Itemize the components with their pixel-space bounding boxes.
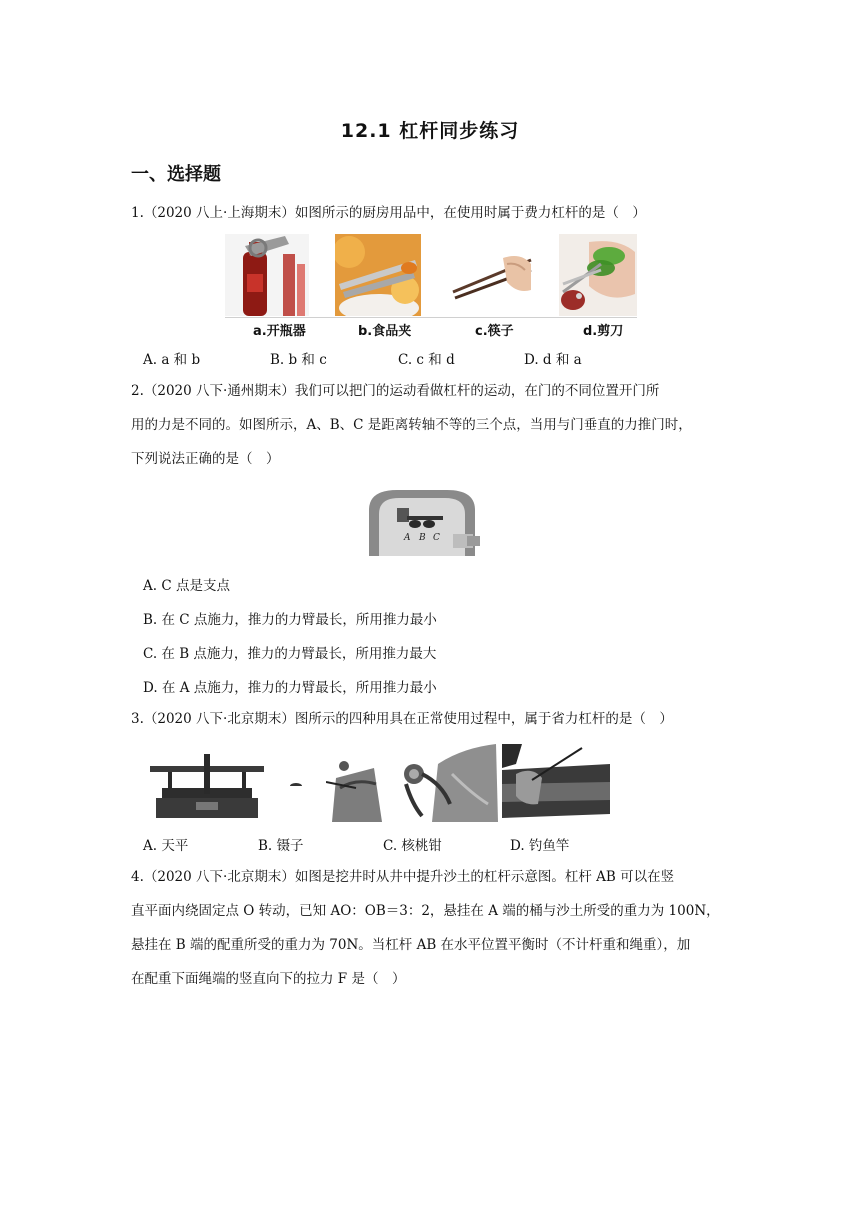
q2-option-b[interactable]: B. 在 C 点施力，推力的力臂最长，所用推力最小 bbox=[143, 612, 437, 628]
q1-option-c[interactable]: C. c 和 d bbox=[398, 352, 455, 368]
nutcracker-image bbox=[392, 744, 498, 822]
page-title: 12.1 杠杆同步练习 bbox=[340, 120, 520, 142]
caption-b: b.食品夹 bbox=[358, 324, 412, 339]
question-1-text: 1.（2020 八上·上海期末）如图所示的厨房用品中，在使用时属于费力杠杆的是（ ） bbox=[131, 205, 646, 221]
caption-c: c.筷子 bbox=[475, 324, 514, 339]
q3-option-d[interactable]: D. 钓鱼竿 bbox=[510, 838, 570, 854]
q2-option-d[interactable]: D. 在 A 点施力，推力的力臂最长，所用推力最小 bbox=[143, 680, 437, 696]
door-label-c: C bbox=[433, 533, 440, 543]
chopsticks-image bbox=[447, 234, 533, 316]
caption-d: d.剪刀 bbox=[583, 324, 624, 339]
question-4-line-1: 4.（2020 八下·北京期末）如图是挖井时从井中提升沙土的杠杆示意图。杠杆 AB 可以在竖 bbox=[131, 869, 675, 885]
question-2-line-3: 下列说法正确的是（ ） bbox=[131, 451, 280, 467]
figure-divider bbox=[225, 317, 637, 318]
q2-option-c[interactable]: C. 在 B 点施力，推力的力臂最长，所用推力最大 bbox=[143, 646, 437, 662]
q3-option-a[interactable]: A. 天平 bbox=[143, 838, 189, 854]
bottle-opener-image bbox=[225, 234, 309, 316]
question-2-line-1: 2.（2020 八下·通州期末）我们可以把门的运动看做杠杆的运动，在门的不同位置开门所 bbox=[131, 383, 660, 399]
fishing-rod-image bbox=[502, 744, 610, 822]
hand-tweezers-image bbox=[326, 748, 382, 822]
question-4-line-3: 悬挂在 B 端的配重所受的重力为 70N。当杠杆 AB 在水平位置平衡时（不计杆重和绳重），加 bbox=[131, 937, 691, 953]
question-4-line-4: 在配重下面绳端的竖直向下的拉力 F 是（ ） bbox=[131, 971, 406, 987]
q1-option-b[interactable]: B. b 和 c bbox=[270, 352, 327, 368]
tweezers-image bbox=[288, 776, 304, 786]
scissors-image bbox=[559, 234, 637, 316]
balance-image bbox=[148, 752, 266, 822]
q2-option-a[interactable]: A. C 点是支点 bbox=[143, 578, 230, 594]
q3-option-c[interactable]: C. 核桃钳 bbox=[383, 838, 442, 854]
question-4-line-2: 直平面内绕固定点 O 转动，已知 AO：OB＝3：2，悬挂在 A 端的桶与沙土所受的重力为 100N， bbox=[131, 903, 720, 919]
door-figure bbox=[367, 486, 480, 556]
door-label-b: B bbox=[419, 533, 426, 543]
question-3-figure bbox=[148, 744, 610, 824]
q3-option-b[interactable]: B. 镊子 bbox=[258, 838, 304, 854]
food-tongs-image bbox=[335, 234, 421, 316]
section-heading: 一、选择题 bbox=[131, 164, 221, 185]
door-label-a: A bbox=[404, 533, 411, 543]
q1-option-d[interactable]: D. d 和 a bbox=[524, 352, 582, 368]
question-1-figure bbox=[225, 234, 637, 340]
question-3-text: 3.（2020 八下·北京期末）图所示的四种用具在正常使用过程中，属于省力杠杆的是（ ） bbox=[131, 711, 673, 727]
question-2-line-2: 用的力是不同的。如图所示，A、B、C 是距离转轴不等的三个点，当用与门垂直的力推门时， bbox=[131, 417, 692, 433]
q1-option-a[interactable]: A. a 和 b bbox=[143, 352, 201, 368]
caption-a: a.开瓶器 bbox=[253, 324, 306, 339]
